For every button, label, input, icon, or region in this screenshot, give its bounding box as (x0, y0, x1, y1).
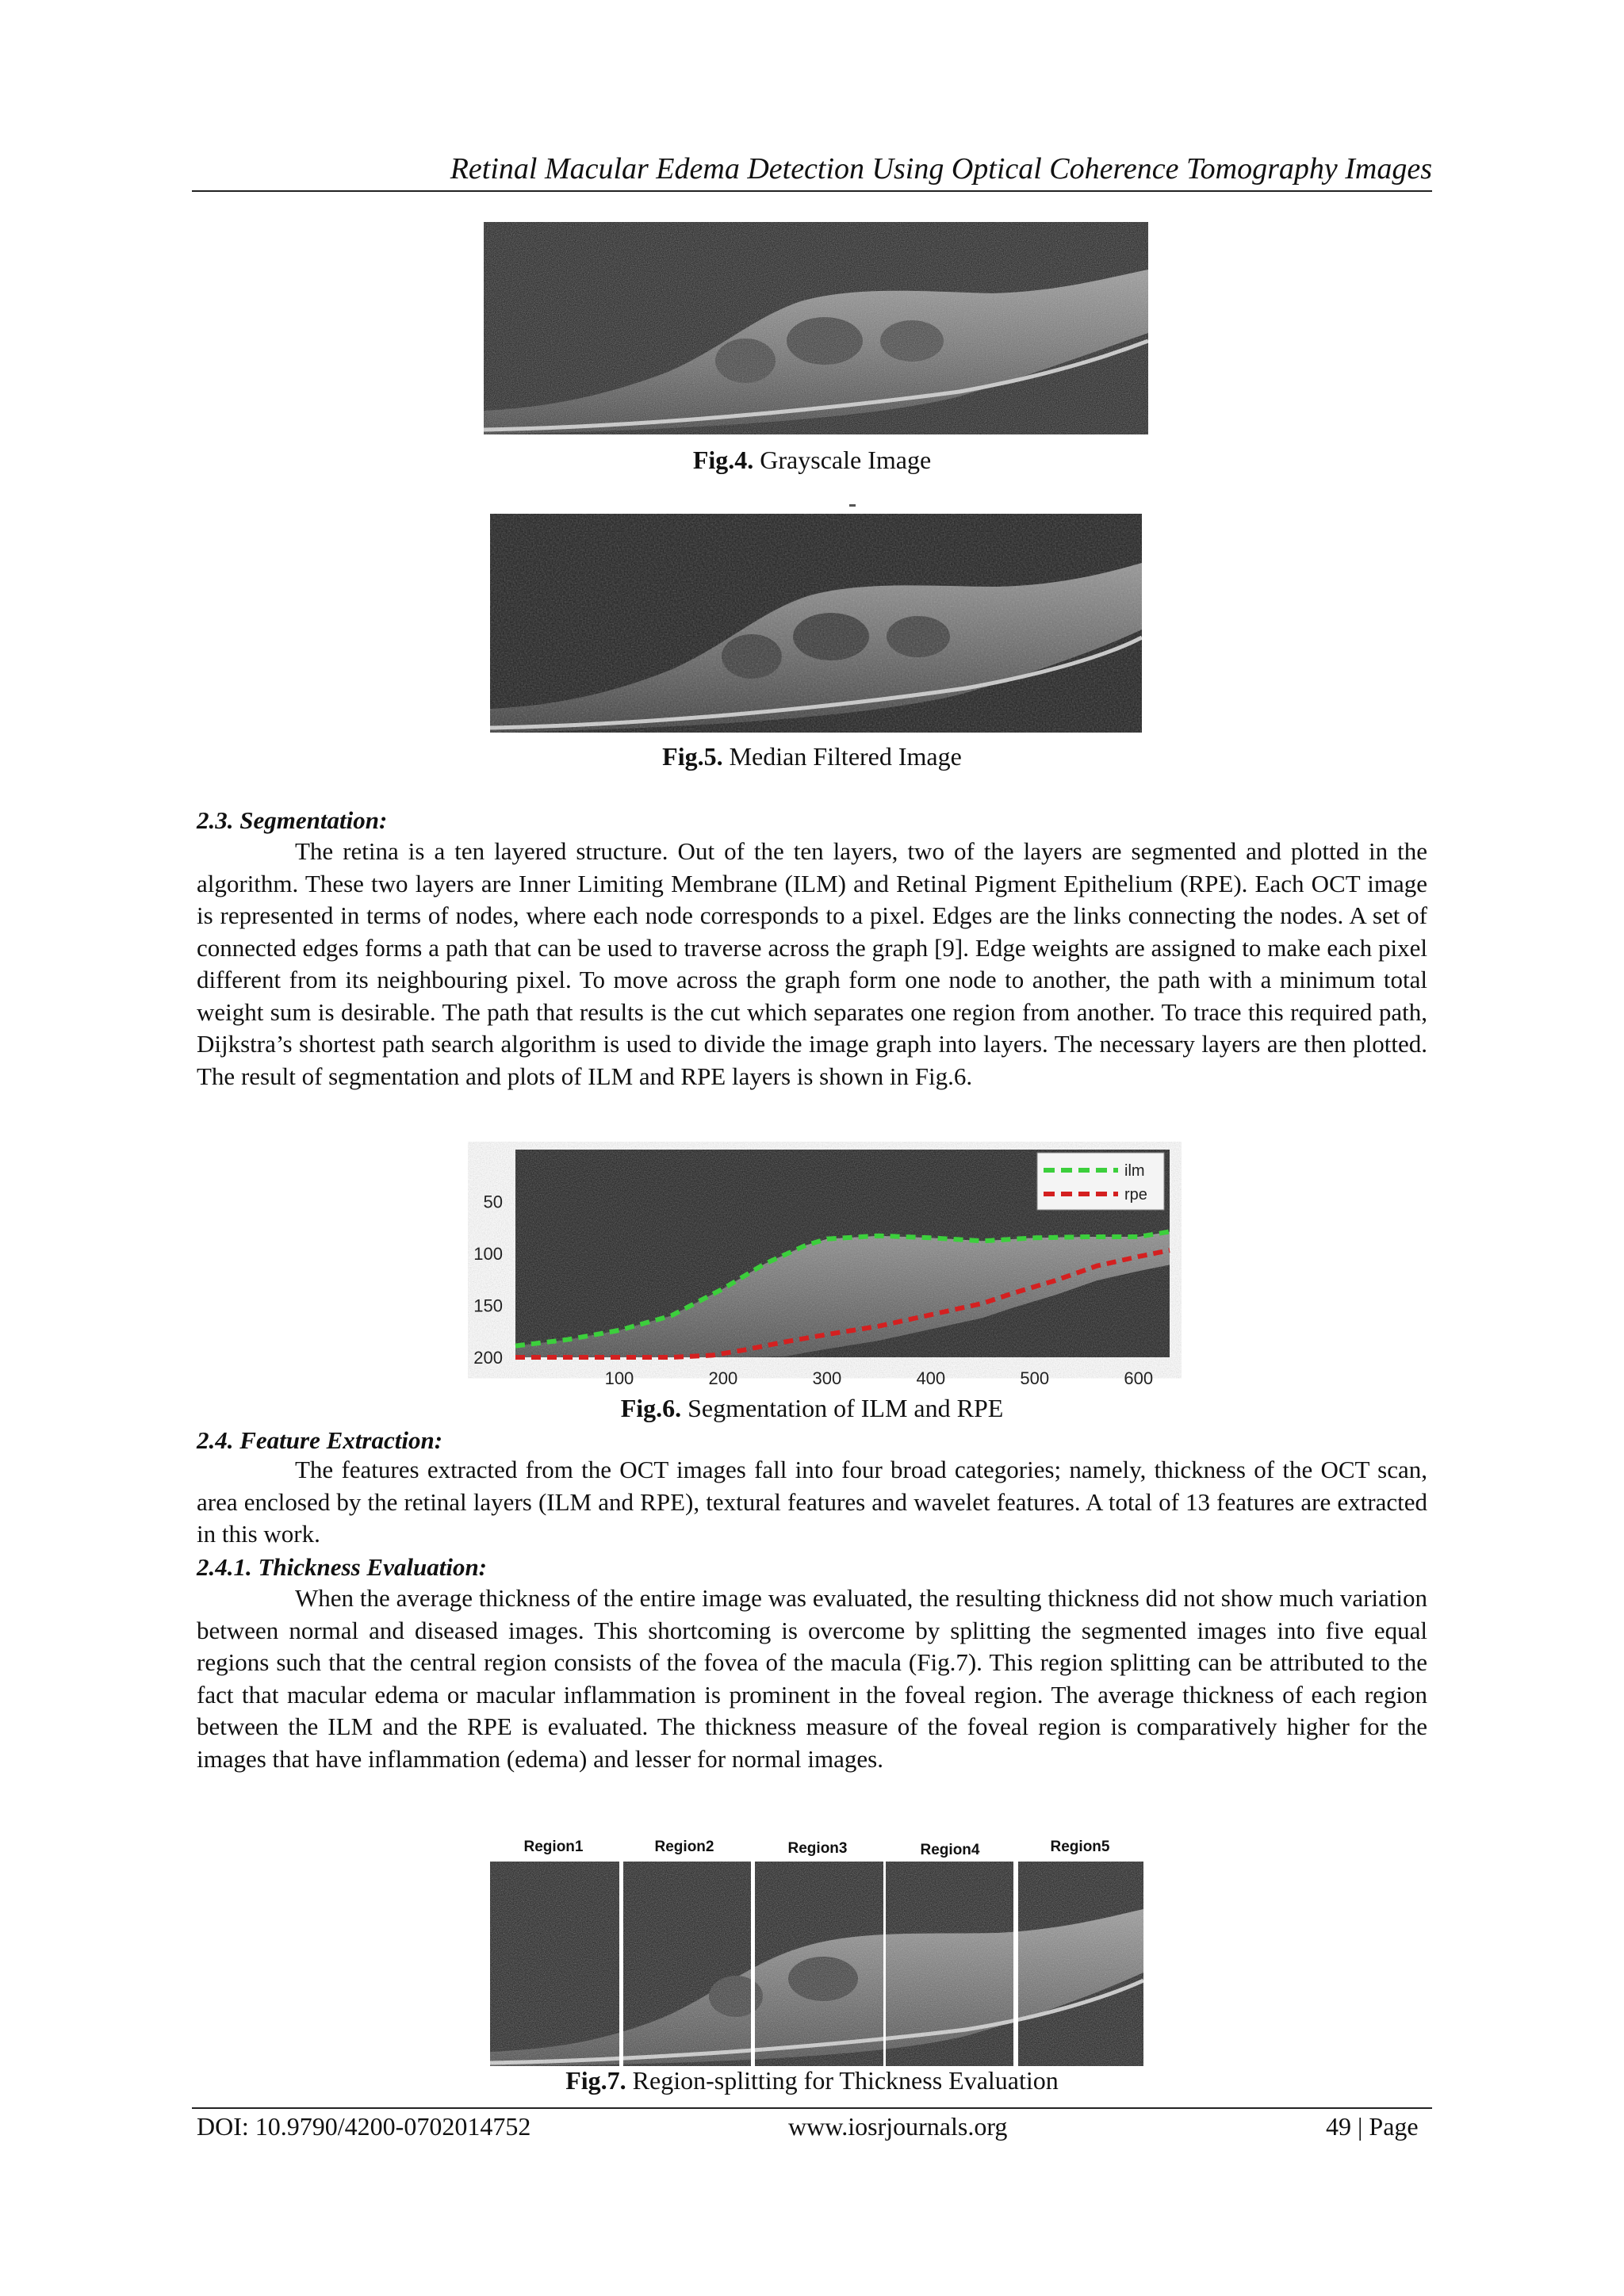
region3-label: Region3 (787, 1840, 848, 1857)
fig4-label: Fig.4. (692, 446, 754, 474)
section-2-3-body: The retina is a ten layered structure. Out of the ten layers, two of the layers are segmented and plotted in the algorithm. These two layers are Inner Limiting Membrane (ILM) and Retinal Pigment Epithelium (RPE). Each OCT image is represented in terms of nodes, where each node corresponds to a pixel. Edges are the links connecting the nodes. A set of connected edges forms a path that can be used to traverse across the graph [9]. Edge weights are assigned to make each pixel different from its neighbouring pixel. To move across the graph form one node to another, the path with a minimum total weight sum is desirable. The path that results is the cut which separates one region from another. To trace this required path, Dijkstra’s shortest path search algorithm is used to divide the image graph into layers. The necessary layers are then plotted. The result of segmentation and plots of ILM and RPE layers is shown in Fig.6. (197, 837, 1427, 1090)
fig6-chart (468, 1142, 1182, 1395)
y-tick-label: 50 (483, 1192, 503, 1212)
fig5-caption (192, 740, 1432, 772)
fig6-caption (192, 1392, 1432, 1424)
region-gap-3 (883, 1862, 886, 2066)
y-tick-label: 100 (473, 1244, 503, 1264)
fig7-figure (490, 1833, 1143, 2063)
fig4-caption (192, 444, 1432, 476)
section-2-4-body: The features extracted from the OCT images fall into four broad categories; namely, thickness of the OCT scan, area enclosed by the retinal layers (ILM and RPE), textural features and wavelet features. A total of 13 features are extracted in this work. (197, 1456, 1427, 1548)
segmentation-plot (468, 1142, 1182, 1395)
region-gap-4 (1013, 1862, 1018, 2066)
running-head: Retinal Macular Edema Detection Using Optical Coherence Tomography Images (450, 152, 1432, 186)
x-tick-label: 600 (1124, 1368, 1154, 1388)
x-tick-label: 100 (604, 1368, 634, 1388)
fig7-label: Fig.7. (565, 2066, 626, 2095)
fig4-oct-image (484, 222, 1148, 434)
fig7-caption (192, 2064, 1432, 2096)
x-tick-label: 400 (916, 1368, 946, 1388)
footer-doi: DOI: 10.9790/4200-0702014752 (197, 2112, 531, 2141)
ilm-legend-label: ilm (1124, 1162, 1145, 1180)
fig5-text: Median Filtered Image (722, 742, 962, 771)
fig5-label: Fig.5. (662, 742, 723, 771)
legend (1037, 1153, 1164, 1210)
y-tick-label: 150 (473, 1295, 503, 1316)
x-tick-label: 300 (812, 1368, 842, 1388)
fig4-text: Grayscale Image (753, 446, 932, 474)
footer-site: www.iosrjournals.org (788, 2112, 1008, 2141)
region2-label: Region2 (654, 1839, 714, 1855)
footer-rule (192, 2107, 1432, 2109)
region5-label: Region5 (1050, 1839, 1110, 1855)
region4-label: Region4 (920, 1842, 980, 1858)
header-rule (192, 190, 1432, 192)
fig7-text: Region-splitting for Thickness Evaluation (626, 2066, 1059, 2095)
footer-page: 49 | Page (1326, 2112, 1419, 2141)
stray-mark (849, 504, 856, 507)
section-2-4-1-body: When the average thickness of the entire image was evaluated, the resulting thickness did not show much variation between normal and diseased images. This shortcoming is overcome by splitting the segmented images into five equal regions such that the central region consists of the fovea of the macula (Fig.7). This region splitting can be attributed to the fact that macular edema or macular inflammation is prominent in the foveal region. The average thickness of each region between the ILM and the RPE is evaluated. The thickness measure of the foveal region is comparatively higher for the images that have inflammation (edema) and lesser for normal images. (197, 1584, 1427, 1773)
fig5-oct-image (490, 514, 1142, 733)
region-panels (490, 1862, 1143, 2066)
x-tick-label: 200 (708, 1368, 738, 1388)
fig6-label: Fig.6. (620, 1394, 682, 1422)
section-2-3-heading: 2.3. Segmentation: (197, 806, 388, 834)
x-tick-label: 500 (1020, 1368, 1050, 1388)
y-tick-label: 200 (473, 1348, 503, 1368)
section-2-4-heading: 2.4. Feature Extraction: (197, 1426, 443, 1454)
fig6-text: Segmentation of ILM and RPE (681, 1394, 1004, 1422)
rpe-legend-label: rpe (1124, 1186, 1147, 1203)
region-gap-2 (751, 1862, 755, 2066)
section-2-4-1-heading: 2.4.1. Thickness Evaluation: (197, 1553, 488, 1581)
region1-label: Region1 (523, 1839, 584, 1855)
region-gap-1 (619, 1862, 623, 2066)
